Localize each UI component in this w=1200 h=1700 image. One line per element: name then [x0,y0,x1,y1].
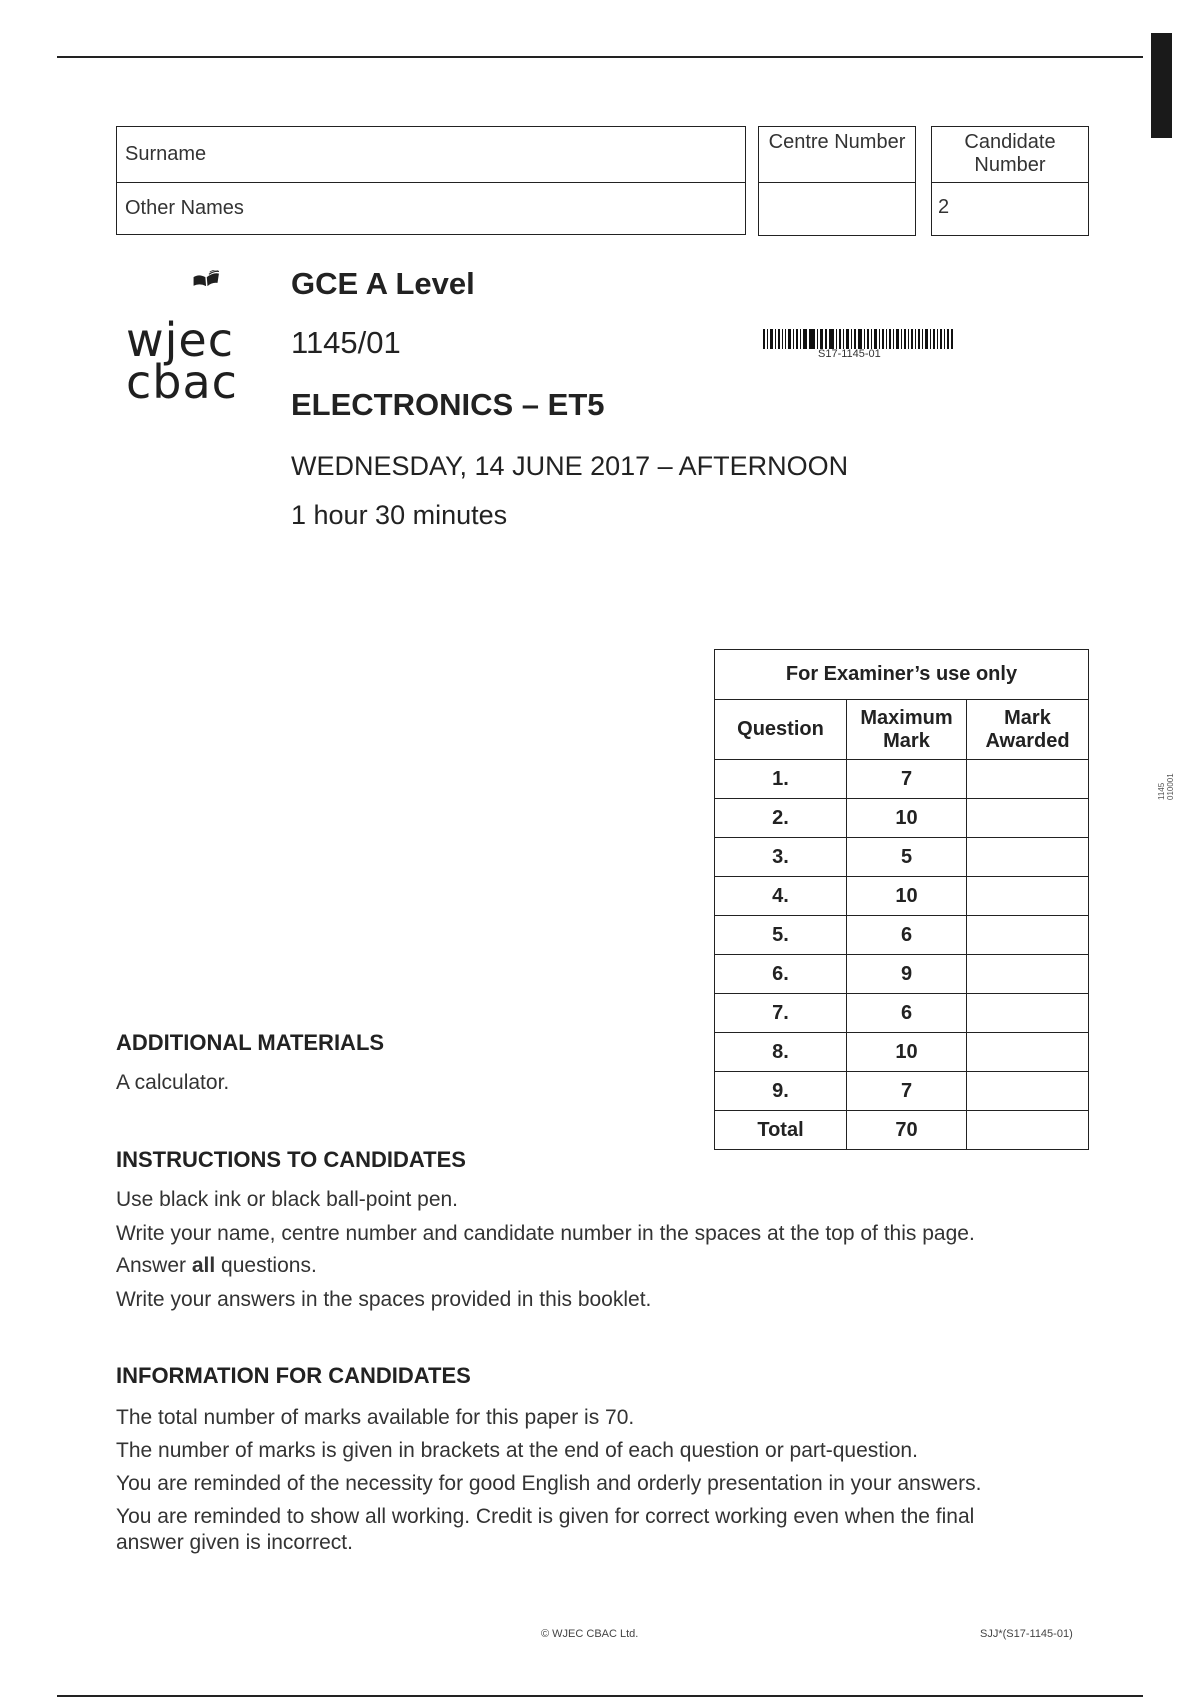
candidate-number-label: Candidate Number [932,127,1088,183]
question-number: 6. [715,955,847,994]
col-maximum-mark: Maximum Mark [847,700,967,760]
max-mark: 7 [847,1072,967,1111]
instruction-line: Use black ink or black ball-point pen. [116,1188,459,1211]
col-question: Question [715,700,847,760]
exam-date: WEDNESDAY, 14 JUNE 2017 – AFTERNOON [291,451,849,481]
table-row [715,994,1089,1033]
candidate-number-value: 2 [938,196,950,218]
centre-number-value [759,183,915,235]
instruction-line: Write your name, centre number and candidate number in the spaces at the top of this page. [116,1222,975,1245]
col-mark-awarded: Mark Awarded [967,700,1089,760]
max-mark: 7 [847,760,967,799]
logo-cbac: cbac [126,355,238,409]
question-number: 2. [715,799,847,838]
instructions-heading: INSTRUCTIONS TO CANDIDATES [116,1147,466,1172]
mark-awarded-cell[interactable] [967,760,1089,799]
candidate-name-box [116,126,746,235]
candidate-number-box[interactable] [931,126,1089,236]
footer-copyright: © WJEC CBAC Ltd. [541,1628,639,1640]
table-row [715,799,1089,838]
question-number: 7. [715,994,847,1033]
barcode-icon [763,329,953,349]
mark-awarded-cell[interactable] [967,1033,1089,1072]
table-row [715,1072,1089,1111]
mark-awarded-cell[interactable] [967,916,1089,955]
total-label: Total [715,1111,847,1150]
side-marker-bar [1151,33,1172,138]
question-number: 4. [715,877,847,916]
additional-materials-text: A calculator. [116,1071,230,1094]
total-awarded-cell[interactable] [967,1111,1089,1150]
logo-wjec: wjec [126,313,234,367]
exam-level: GCE A Level [291,266,475,301]
examiner-table [714,649,1089,1150]
exam-subject: ELECTRONICS – ET5 [291,387,605,422]
information-line: The number of marks is given in brackets at the end of each question or part-question. [116,1439,918,1462]
information-line: You are reminded of the necessity for good English and orderly presentation in your answers. [116,1472,982,1495]
examiner-table-title: For Examiner’s use only [715,650,1089,700]
barcode-label: S17-1145-01 [818,348,881,360]
additional-materials-heading: ADDITIONAL MATERIALS [116,1030,385,1055]
table-row [715,1033,1089,1072]
side-code: 1145 010001 [1157,773,1175,800]
table-row [715,955,1089,994]
question-number: 3. [715,838,847,877]
question-number: 1. [715,760,847,799]
information-line: You are reminded to show all working. Credit is given for correct working even when the final [116,1505,975,1528]
top-rule [57,56,1143,58]
exam-duration: 1 hour 30 minutes [291,500,508,530]
mark-awarded-cell[interactable] [967,1072,1089,1111]
table-row [715,838,1089,877]
mark-awarded-cell[interactable] [967,799,1089,838]
mark-awarded-cell[interactable] [967,877,1089,916]
information-line: The total number of marks available for this paper is 70. [116,1406,635,1429]
max-mark: 10 [847,1033,967,1072]
centre-number-box[interactable] [758,126,916,236]
mark-awarded-cell[interactable] [967,955,1089,994]
centre-number-label: Centre Number [759,127,915,183]
information-line: answer given is incorrect. [116,1531,353,1554]
mark-awarded-cell[interactable] [967,994,1089,1033]
max-mark: 6 [847,916,967,955]
bottom-rule [57,1695,1143,1697]
max-mark: 6 [847,994,967,1033]
other-names-field[interactable]: Other Names [117,183,746,235]
table-row [715,916,1089,955]
information-heading: INFORMATION FOR CANDIDATES [116,1363,471,1388]
exam-code: 1145/01 [291,325,401,360]
max-mark: 10 [847,877,967,916]
instruction-line-answer-all: Answer all questions. [116,1254,317,1277]
table-row [715,877,1089,916]
surname-field[interactable]: Surname [117,127,746,183]
max-mark: 5 [847,838,967,877]
question-number: 9. [715,1072,847,1111]
question-number: 5. [715,916,847,955]
max-mark: 9 [847,955,967,994]
table-row [715,760,1089,799]
question-number: 8. [715,1033,847,1072]
max-mark: 10 [847,799,967,838]
total-row [715,1111,1089,1150]
total-value: 70 [847,1111,967,1150]
instruction-line: Write your answers in the spaces provided in this booklet. [116,1288,652,1311]
mark-awarded-cell[interactable] [967,838,1089,877]
footer-ref: SJJ*(S17-1145-01) [980,1628,1073,1640]
